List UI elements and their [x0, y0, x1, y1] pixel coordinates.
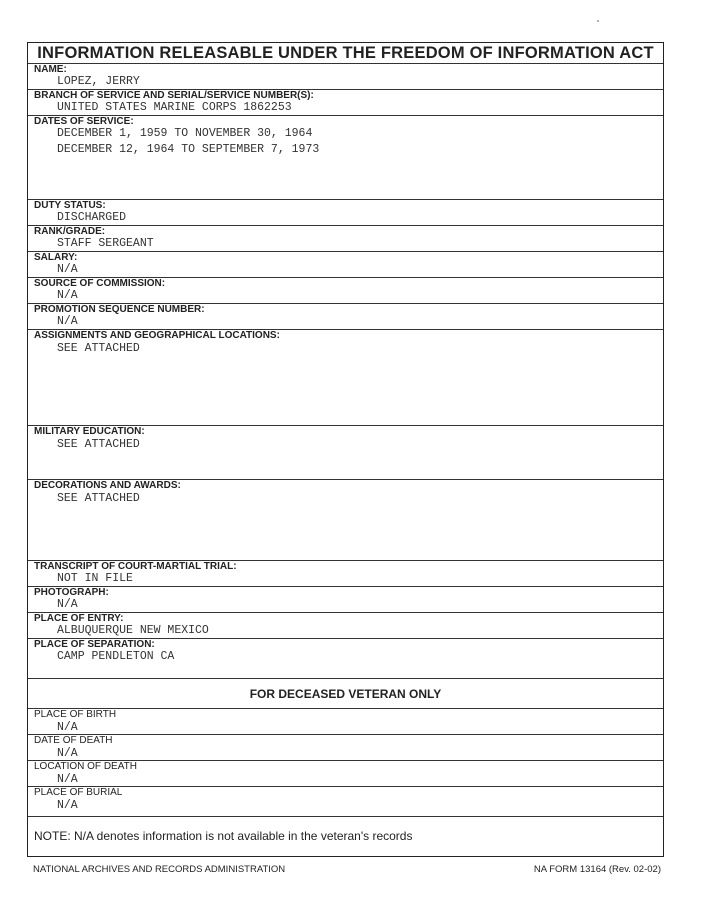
- field-label: LOCATION OF DEATH: [34, 761, 137, 772]
- field-label: SOURCE OF COMMISSION:: [34, 278, 166, 289]
- field-value: ALBUQUERQUE NEW MEXICO: [57, 624, 209, 637]
- field-branch-service-number: [28, 89, 663, 115]
- field-label: ASSIGNMENTS AND GEOGRAPHICAL LOCATIONS:: [34, 330, 280, 341]
- field-label: PLACE OF BIRTH: [34, 709, 117, 720]
- field-label: PROMOTION SEQUENCE NUMBER:: [34, 304, 205, 315]
- field-date-of-death: [28, 734, 663, 760]
- field-value: SEE ATTACHED: [57, 342, 140, 355]
- field-label: NAME:: [34, 64, 67, 75]
- field-court-martial-transcript: [28, 560, 663, 586]
- field-promotion-sequence-number: [28, 303, 663, 329]
- field-photograph: [28, 586, 663, 612]
- field-value: LOPEZ, JERRY: [57, 75, 140, 88]
- footer-form-number: NA FORM 13164 (Rev. 02-02): [533, 864, 661, 875]
- field-value: N/A: [57, 747, 78, 760]
- field-value: N/A: [57, 721, 78, 734]
- field-label: DECORATIONS AND AWARDS:: [34, 480, 181, 491]
- foia-form: [27, 42, 664, 857]
- field-rank-grade: [28, 225, 663, 251]
- field-location-of-death: [28, 760, 663, 786]
- field-label: SALARY:: [34, 252, 78, 263]
- scan-speck: [597, 20, 599, 22]
- field-label: DATES OF SERVICE:: [34, 116, 134, 127]
- field-place-of-entry: [28, 612, 663, 638]
- field-dates-of-service: [28, 115, 663, 199]
- note-row: [28, 816, 663, 858]
- field-assignments-locations: [28, 329, 663, 425]
- deceased-section-header: FOR DECEASED VETERAN ONLY: [28, 678, 663, 708]
- field-name: [28, 63, 663, 89]
- field-label: DATE OF DEATH: [34, 735, 113, 746]
- field-duty-status: [28, 199, 663, 225]
- field-value: N/A: [57, 773, 78, 786]
- field-value: N/A: [57, 598, 78, 611]
- field-place-of-birth: [28, 708, 663, 734]
- field-label: PHOTOGRAPH:: [34, 587, 109, 598]
- field-label: BRANCH OF SERVICE AND SERIAL/SERVICE NUMBER(S):: [34, 90, 314, 101]
- field-place-of-burial: [28, 786, 663, 816]
- field-label: RANK/GRADE:: [34, 226, 106, 237]
- form-title: INFORMATION RELEASABLE UNDER THE FREEDOM OF INFORMATION ACT: [37, 44, 654, 62]
- field-value: N/A: [57, 799, 78, 812]
- field-label: PLACE OF ENTRY:: [34, 613, 124, 624]
- field-value: CAMP PENDLETON CA: [57, 650, 175, 663]
- field-source-of-commission: [28, 277, 663, 303]
- field-value: N/A: [57, 263, 78, 276]
- field-decorations-awards: [28, 479, 663, 560]
- field-military-education: [28, 425, 663, 479]
- field-place-of-separation: [28, 638, 663, 678]
- field-value: UNITED STATES MARINE CORPS 1862253: [57, 101, 292, 114]
- field-value: SEE ATTACHED: [57, 438, 140, 451]
- field-label: PLACE OF SEPARATION:: [34, 639, 155, 650]
- na-note: NOTE: N/A denotes information is not available in the veteran's records: [34, 829, 413, 843]
- field-salary: [28, 251, 663, 277]
- field-label: TRANSCRIPT OF COURT-MARTIAL TRIAL:: [34, 561, 237, 572]
- field-value: N/A: [57, 315, 78, 328]
- field-value: STAFF SERGEANT: [57, 237, 154, 250]
- field-value: NOT IN FILE: [57, 572, 133, 585]
- field-value: N/A: [57, 289, 78, 302]
- field-value: DISCHARGED: [57, 211, 127, 224]
- field-value: DECEMBER 12, 1964 TO SEPTEMBER 7, 1973: [57, 143, 320, 156]
- field-label: PLACE OF BURIAL: [34, 787, 123, 798]
- field-label: DUTY STATUS:: [34, 200, 106, 211]
- field-value: DECEMBER 1, 1959 TO NOVEMBER 30, 1964: [57, 127, 313, 140]
- field-label: MILITARY EDUCATION:: [34, 426, 145, 437]
- footer-agency: NATIONAL ARCHIVES AND RECORDS ADMINISTRATION: [33, 864, 286, 875]
- field-value: SEE ATTACHED: [57, 492, 140, 505]
